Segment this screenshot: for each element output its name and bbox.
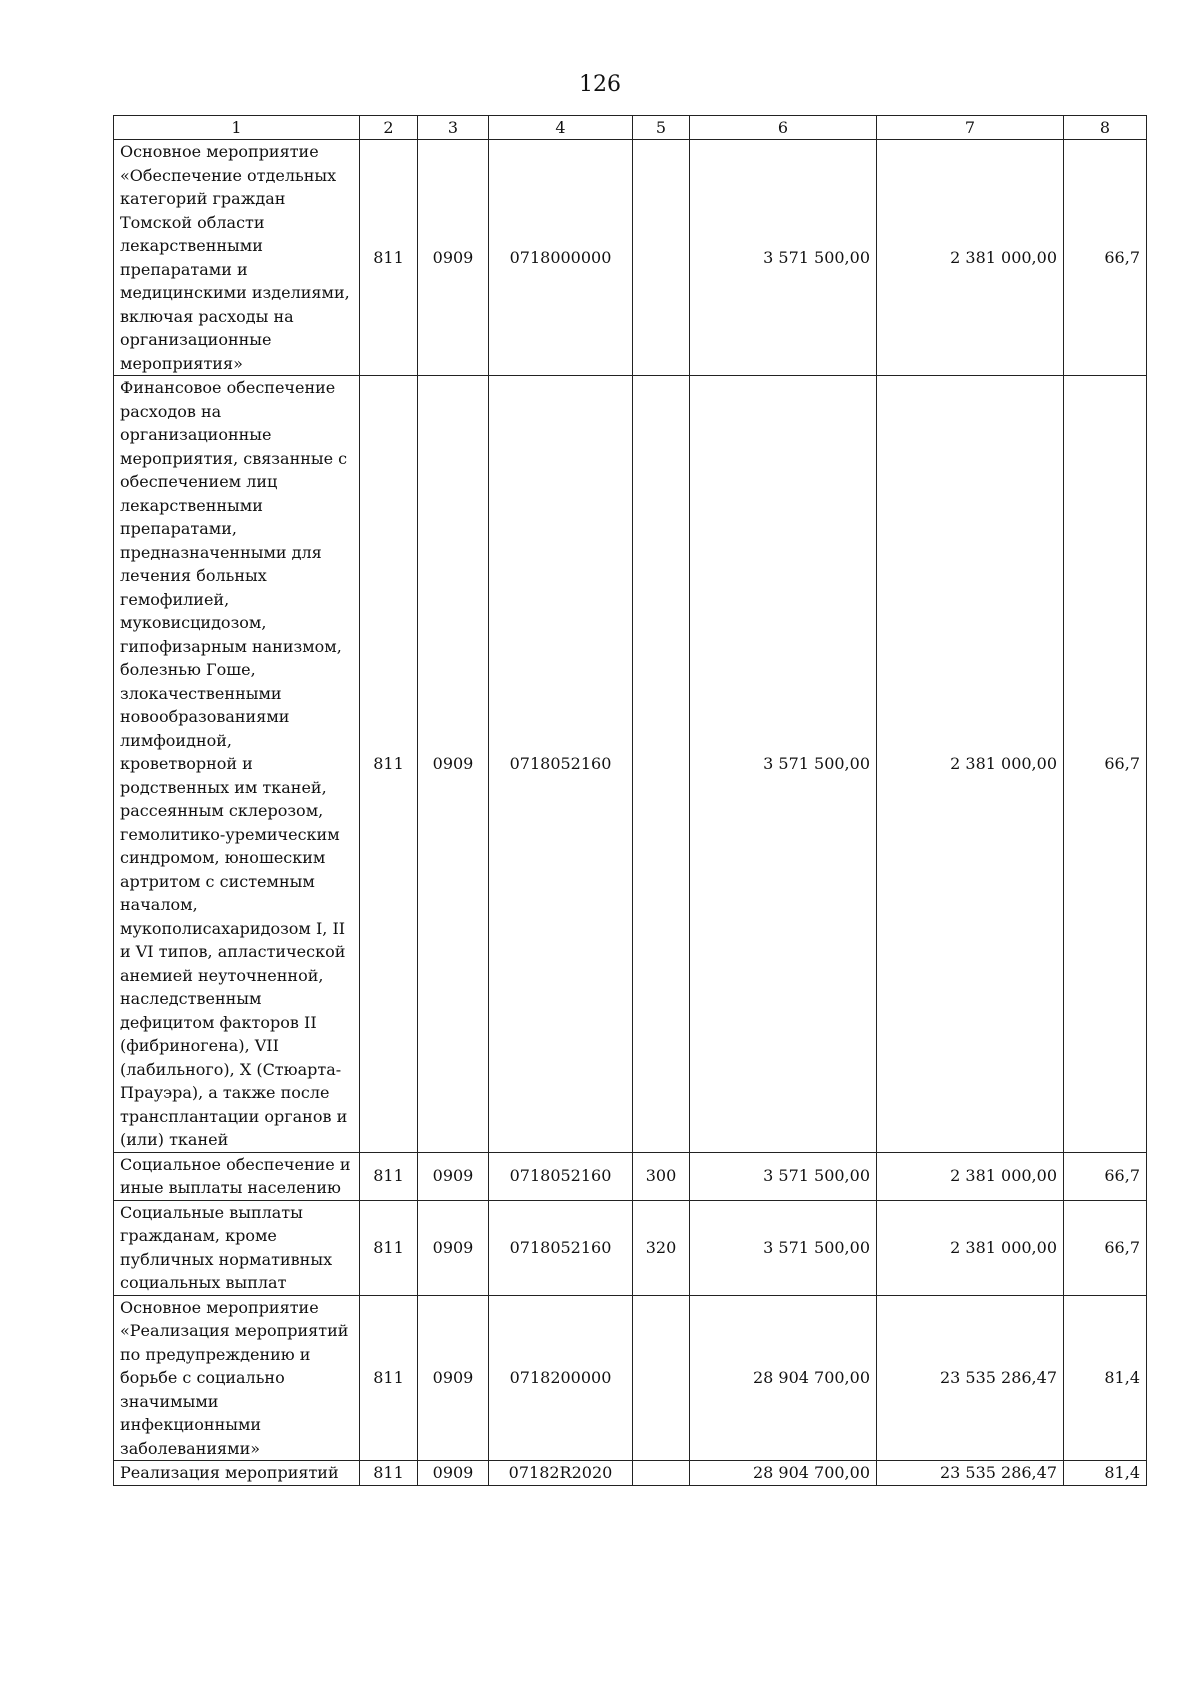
table-row [114, 1461, 1147, 1486]
cell-col5 [633, 376, 690, 1153]
column-header: 1 [114, 116, 360, 140]
table-row [114, 1152, 1147, 1200]
table-row [114, 1295, 1147, 1461]
cell-col8: 66,7 [1064, 376, 1147, 1153]
cell-col4: 07182R2020 [489, 1461, 633, 1486]
cell-col5 [633, 140, 690, 376]
column-header: 4 [489, 116, 633, 140]
column-header: 8 [1064, 116, 1147, 140]
cell-col3: 0909 [418, 376, 489, 1153]
cell-col5: 300 [633, 1152, 690, 1200]
cell-col8: 81,4 [1064, 1295, 1147, 1461]
row-name: Реализация мероприятий [114, 1461, 360, 1486]
row-name: Основное мероприятие «Реализация мероприятий по предупреждению и борьбе с социально значимыми инфекционными заболеваниями» [114, 1295, 360, 1461]
cell-col5 [633, 1295, 690, 1461]
cell-col2: 811 [360, 376, 418, 1153]
column-header: 3 [418, 116, 489, 140]
cell-col2: 811 [360, 1200, 418, 1295]
cell-col6: 3 571 500,00 [690, 376, 877, 1153]
table-row [114, 1200, 1147, 1295]
row-name: Социальное обеспечение и иные выплаты населению [114, 1152, 360, 1200]
cell-col4: 0718052160 [489, 1152, 633, 1200]
cell-col4: 0718052160 [489, 1200, 633, 1295]
page-number: 126 [579, 72, 621, 97]
cell-col7: 2 381 000,00 [877, 1200, 1064, 1295]
cell-col2: 811 [360, 1461, 418, 1486]
row-name: Финансовое обеспечение расходов на организационные мероприятия, связанные с обеспечением лиц лекарственными препаратами, предназначенными для лечения больных гемофилией, муковисцидозом, гипофизарным нанизмом, болезнью Гоше, злокачественными новообразованиями лимфоидной, кроветворной и родственных им тканей, рассеянным склерозом, гемолитико-уремическим синдромом, юношеским артритом с системным началом, мукополисахаридозом I, II и VI типов, апластической анемией неуточненной, наследственным дефицитом факторов II (фибриногена), VII (лабильного), X (Стюарта-Прауэра), а также после трансплантации органов и (или) тканей [114, 376, 360, 1153]
cell-col3: 0909 [418, 1200, 489, 1295]
cell-col8: 81,4 [1064, 1461, 1147, 1486]
column-header: 6 [690, 116, 877, 140]
cell-col8: 66,7 [1064, 1152, 1147, 1200]
cell-col8: 66,7 [1064, 140, 1147, 376]
cell-col6: 28 904 700,00 [690, 1461, 877, 1486]
cell-col3: 0909 [418, 1295, 489, 1461]
cell-col6: 28 904 700,00 [690, 1295, 877, 1461]
column-header: 7 [877, 116, 1064, 140]
table-row [114, 376, 1147, 1153]
cell-col7: 2 381 000,00 [877, 376, 1064, 1153]
cell-col6: 3 571 500,00 [690, 1200, 877, 1295]
cell-col3: 0909 [418, 140, 489, 376]
cell-col5 [633, 1461, 690, 1486]
table-header-row [114, 116, 1147, 140]
cell-col2: 811 [360, 140, 418, 376]
table-row [114, 140, 1147, 376]
cell-col7: 2 381 000,00 [877, 140, 1064, 376]
cell-col8: 66,7 [1064, 1200, 1147, 1295]
cell-col5: 320 [633, 1200, 690, 1295]
column-header: 5 [633, 116, 690, 140]
cell-col6: 3 571 500,00 [690, 140, 877, 376]
cell-col7: 2 381 000,00 [877, 1152, 1064, 1200]
row-name: Основное мероприятие «Обеспечение отдельных категорий граждан Томской области лекарственными препаратами и медицинскими изделиями, включая расходы на организационные мероприятия» [114, 140, 360, 376]
cell-col4: 0718052160 [489, 376, 633, 1153]
budget-table [113, 115, 1147, 1486]
column-header: 2 [360, 116, 418, 140]
cell-col7: 23 535 286,47 [877, 1295, 1064, 1461]
cell-col3: 0909 [418, 1461, 489, 1486]
cell-col7: 23 535 286,47 [877, 1461, 1064, 1486]
cell-col3: 0909 [418, 1152, 489, 1200]
cell-col4: 0718200000 [489, 1295, 633, 1461]
cell-col2: 811 [360, 1152, 418, 1200]
row-name: Социальные выплаты гражданам, кроме публичных нормативных социальных выплат [114, 1200, 360, 1295]
cell-col6: 3 571 500,00 [690, 1152, 877, 1200]
cell-col2: 811 [360, 1295, 418, 1461]
cell-col4: 0718000000 [489, 140, 633, 376]
